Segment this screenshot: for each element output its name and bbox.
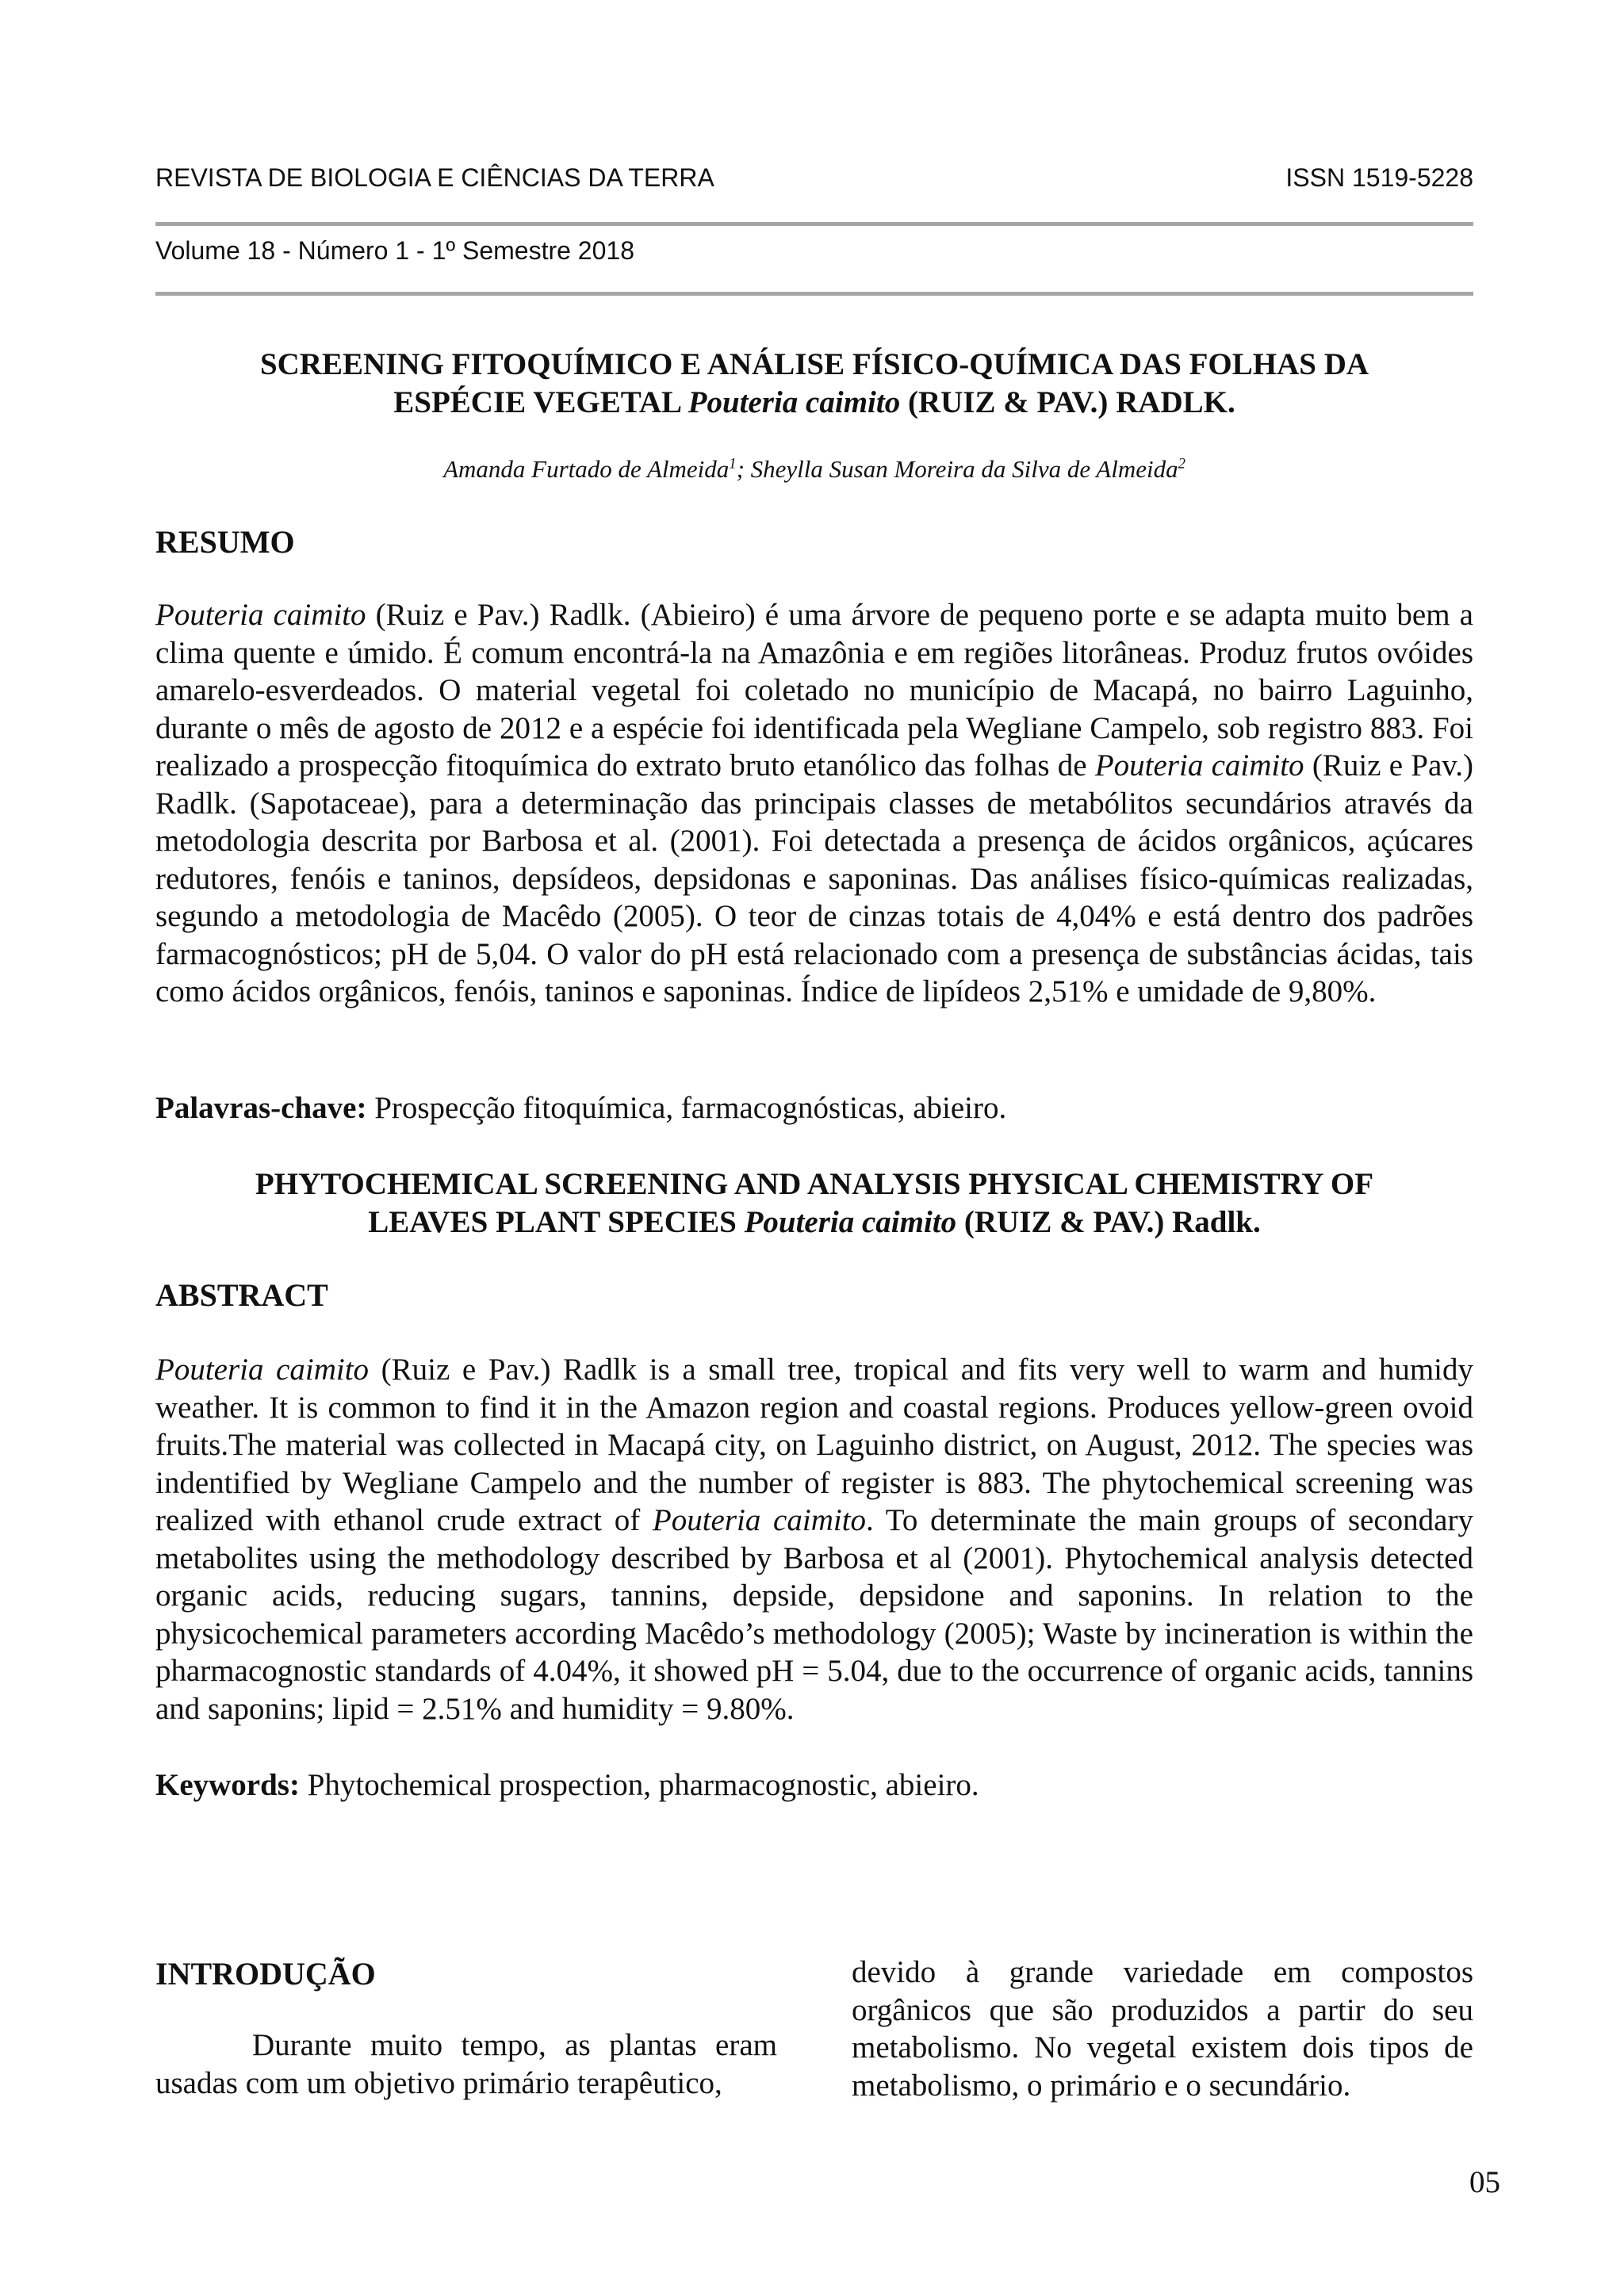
title-en-line1: PHYTOCHEMICAL SCREENING AND ANALYSIS PHYSICAL CHEMISTRY OF: [255, 1167, 1374, 1201]
header-rule-top: [155, 222, 1473, 226]
keywords: Keywords: Phytochemical prospection, pharmacognostic, abieiro.: [155, 1768, 979, 1802]
volume-info: Volume 18 - Número 1 - 1º Semestre 2018: [155, 236, 634, 265]
journal-name: REVISTA DE BIOLOGIA E CIÊNCIAS DA TERRA: [155, 163, 714, 192]
introducao-heading: INTRODUÇÃO: [155, 1956, 376, 1992]
abstract-text: Pouteria caimito (Ruiz e Pav.) Radlk is a small tree, tropical and fits very well to warm and humidy weather. It is common to find it in the Amazon region and coastal regions. Produces yellow-green ovoid fruits.The material was collected in Macapá city, on Laguinho district, on August, 2012. The species was indentified by Wegliane Campelo and the number of register is 883. The phytochemical screening was realized with ethanol crude extract of Pouteria caimito. To determinate the main groups of secondary metabolites using the methodology described by Barbosa et al (2001). Phytochemical analysis detected organic acids, reducing sugars, tannins, depside, depsidone and saponins. In relation to the physicochemical parameters according Macêdo’s methodology (2005); Waste by incineration is within the pharmacognostic standards of 4.04%, it showed pH = 5.04, due to the occurrence of organic acids, tannins and saponins; lipid = 2.51% and humidity = 9.80%.: [155, 1353, 1473, 1726]
resumo-text: Pouteria caimito (Ruiz e Pav.) Radlk. (Abieiro) é uma árvore de pequeno porte e se adapta muito bem a clima quente e úmido. É comum encontrá-la na Amazônia e em regiões litorâneas. Produz frutos ovóides amarelo-esverdeados. O material vegetal foi coletado no município de Macapá, no bairro Laguinho, durante o mês de agosto de 2012 e a espécie foi identificada pela Wegliane Campelo, sob registro 883. Foi realizado a prospecção fitoquímica do extrato bruto etanólico das folhas de Pouteria caimito (Ruiz e Pav.) Radlk. (Sapotaceae), para a determinação das principais classes de metabólitos secundários através da metodologia descrita por Barbosa et al. (2001). Foi detectada a presença de ácidos orgânicos, açúcares redutores, fenóis e taninos, depsídeos, depsidonas e saponinas. Das análises físico-químicas realizadas, segundo a metodologia de Macêdo (2005). O teor de cinzas totais de 4,04% e está dentro dos padrões farmacognósticos; pH de 5,04. O valor do pH está relacionado com a presença de substâncias ácidas, tais como ácidos orgânicos, fenóis, taninos e saponinas. Índice de lipídeos 2,51% e umidade de 9,80%.: [155, 598, 1473, 1008]
abstract-heading: ABSTRACT: [155, 1277, 328, 1313]
title-english: [155, 1165, 1473, 1242]
intro-column-right: devido à grande variedade em compostos orgânicos que são produzidos a partir do seu metabolismo. No vegetal existem dois tipos de metabolismo, o primário e o secundário.: [852, 1955, 1473, 2103]
title-pt-line1: SCREENING FITOQUÍMICO E ANÁLISE FÍSICO-QUÍMICA DAS FOLHAS DA: [259, 347, 1369, 381]
intro-column-left: Durante muito tempo, as plantas eram usadas com um objetivo primário terapêutico,: [155, 2028, 777, 2100]
title-portuguese: [155, 346, 1473, 422]
issn: ISSN 1519-5228: [1285, 163, 1473, 192]
title-pt-line2: ESPÉCIE VEGETAL Pouteria caimito (RUIZ & PAV.) RADLK.: [393, 385, 1235, 419]
title-en-line2: LEAVES PLANT SPECIES Pouteria caimito (RUIZ & PAV.) Radlk.: [368, 1205, 1261, 1239]
authors: Amanda Furtado de Almeida$^1$; Sheylla Susan Moreira da Silva de Almeida$^2$: [443, 455, 1185, 483]
header-rule-bottom: [155, 292, 1473, 296]
resumo-heading: RESUMO: [155, 524, 295, 560]
palavras-chave: Palavras-chave: Prospecção fitoquímica, farmacognósticas, abieiro.: [155, 1091, 1007, 1125]
page-number: 05: [1469, 2165, 1500, 2199]
